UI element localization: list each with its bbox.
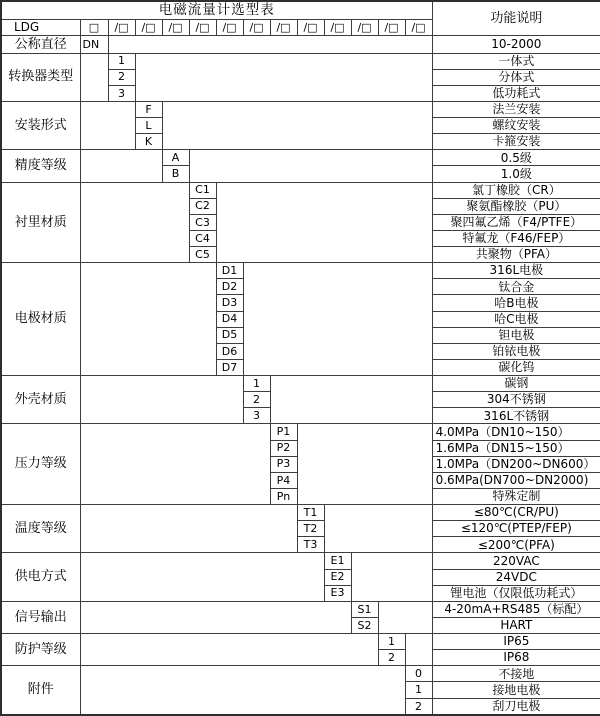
option-code: S1 [351,601,378,617]
section-label: 信号输出 [1,601,80,633]
spacer-cell [162,101,432,149]
option-code: A [162,150,189,166]
spacer-cell [80,182,189,263]
option-description: 锂电池（仅限低功耗式） [432,585,600,601]
section-label: 供电方式 [1,553,80,601]
option-code: E1 [324,553,351,569]
function-column-header: 功能说明 [432,1,600,36]
option-description: ≤120℃(PTEP/FEP) [432,521,600,537]
option-description: 刮刀电极 [432,698,600,715]
option-code: 1 [243,376,270,392]
option-code: DN [80,36,108,53]
option-description: 钽电极 [432,327,600,343]
option-description: 哈C电极 [432,311,600,327]
option-description: 螺纹安装 [432,118,600,134]
spacer-cell [80,150,162,182]
option-description: 碳化钨 [432,359,600,375]
option-description: 304不锈钢 [432,392,600,408]
option-description: 4-20mA+RS485（标配） [432,601,600,617]
section-label: 精度等级 [1,150,80,182]
selection-table-body [1,1,600,715]
option-code: 1 [405,682,432,698]
section-label: 防护等级 [1,634,80,666]
option-code: D2 [216,279,243,295]
spacer-cell [80,601,351,633]
option-code: D1 [216,263,243,279]
option-code: 0 [405,666,432,682]
option-description: 0.6MPa(DN700~DN2000) [432,472,600,488]
model-code-box: □ [80,20,108,36]
option-description: 10-2000 [432,36,600,53]
model-code-box: /□ [189,20,216,36]
spacer-cell [135,53,432,101]
option-description: 哈B电极 [432,295,600,311]
option-description: 碳钢 [432,376,600,392]
option-code: D6 [216,343,243,359]
option-description: 220VAC [432,553,600,569]
option-code: D7 [216,359,243,375]
option-code: E2 [324,569,351,585]
option-code: 2 [243,392,270,408]
option-description: 1.6MPa（DN15~150） [432,440,600,456]
option-description: 聚氨酯橡胶（PU） [432,198,600,214]
model-prefix-cell: LDG [1,20,80,36]
spacer-cell [378,601,432,633]
option-description: 24VDC [432,569,600,585]
option-description: 0.5级 [432,150,600,166]
option-code: F [135,101,162,117]
option-description: 铂铱电极 [432,343,600,359]
option-code: L [135,118,162,134]
option-description: 特殊定制 [432,488,600,504]
option-description: ≤80℃(CR/PU) [432,505,600,521]
option-description: 316L不锈钢 [432,408,600,424]
section-label: 压力等级 [1,424,80,505]
option-description: 法兰安装 [432,101,600,117]
section-label: 电极材质 [1,263,80,376]
section-label: 转换器类型 [1,53,80,101]
option-code: 3 [108,85,135,101]
option-code: 3 [243,408,270,424]
option-description: 不接地 [432,666,600,682]
option-code: K [135,134,162,150]
option-description: 4.0MPa（DN10~150） [432,424,600,440]
spacer-cell [80,376,243,424]
spacer-cell [80,53,108,101]
option-description: IP68 [432,650,600,666]
section-label: 附件 [1,666,80,715]
option-code: P2 [270,440,297,456]
spacer-cell [80,263,216,376]
model-code-box: /□ [270,20,297,36]
model-code-box: /□ [378,20,405,36]
option-description: 1.0级 [432,166,600,182]
option-code: P4 [270,472,297,488]
spacer-cell [80,666,405,715]
spacer-cell [80,553,324,601]
option-code: 2 [108,69,135,85]
model-code-box: /□ [351,20,378,36]
option-description: 钛合金 [432,279,600,295]
option-code: C2 [189,198,216,214]
option-code: T2 [297,521,324,537]
spacer-cell [80,101,135,149]
option-description: 特氟龙（F46/FEP） [432,230,600,246]
option-code: 2 [405,698,432,715]
model-code-box: /□ [162,20,189,36]
option-description: IP65 [432,634,600,650]
spacer-cell [216,182,432,263]
option-code: B [162,166,189,182]
spacer-cell [324,505,432,553]
table-title: 电磁流量计选型表 [1,1,432,20]
spacer-cell [351,553,432,601]
spacer-cell [108,36,432,53]
spacer-cell [243,263,432,376]
option-description: 低功耗式 [432,85,600,101]
option-description: 一体式 [432,53,600,69]
option-code: S2 [351,617,378,633]
spacer-cell [405,634,432,666]
option-description: 接地电极 [432,682,600,698]
option-description: 1.0MPa（DN200~DN600） [432,456,600,472]
option-code: C3 [189,214,216,230]
option-description: 共聚物（PFA） [432,247,600,263]
option-code: E3 [324,585,351,601]
option-code: D5 [216,327,243,343]
option-code: 1 [378,634,405,650]
spacer-cell [80,424,270,505]
option-code: C4 [189,230,216,246]
section-label: 外壳材质 [1,376,80,424]
option-code: Pn [270,488,297,504]
option-code: 2 [378,650,405,666]
option-code: T1 [297,505,324,521]
model-code-box: /□ [297,20,324,36]
spacer-cell [270,376,432,424]
spacer-cell [80,634,378,666]
option-description: ≤200℃(PFA) [432,537,600,553]
option-code: C1 [189,182,216,198]
option-code: P3 [270,456,297,472]
option-code: D3 [216,295,243,311]
model-code-box: /□ [243,20,270,36]
section-label: 温度等级 [1,505,80,553]
option-code: P1 [270,424,297,440]
spacer-cell [189,150,432,182]
option-code: C5 [189,247,216,263]
option-code: D4 [216,311,243,327]
section-label: 安装形式 [1,101,80,149]
option-description: 分体式 [432,69,600,85]
option-description: 卡箍安装 [432,134,600,150]
model-code-box: /□ [135,20,162,36]
option-code: T3 [297,537,324,553]
spacer-cell [80,505,297,553]
section-label: 衬里材质 [1,182,80,263]
model-code-box: /□ [216,20,243,36]
option-code: 1 [108,53,135,69]
option-description: 聚四氟乙烯（F4/PTFE） [432,214,600,230]
option-description: 氯丁橡胶（CR） [432,182,600,198]
model-code-box: /□ [108,20,135,36]
option-description: 316L电极 [432,263,600,279]
model-code-box: /□ [324,20,351,36]
model-code-box: /□ [405,20,432,36]
option-description: HART [432,617,600,633]
section-label: 公称直径 [1,36,80,53]
spacer-cell [297,424,432,505]
